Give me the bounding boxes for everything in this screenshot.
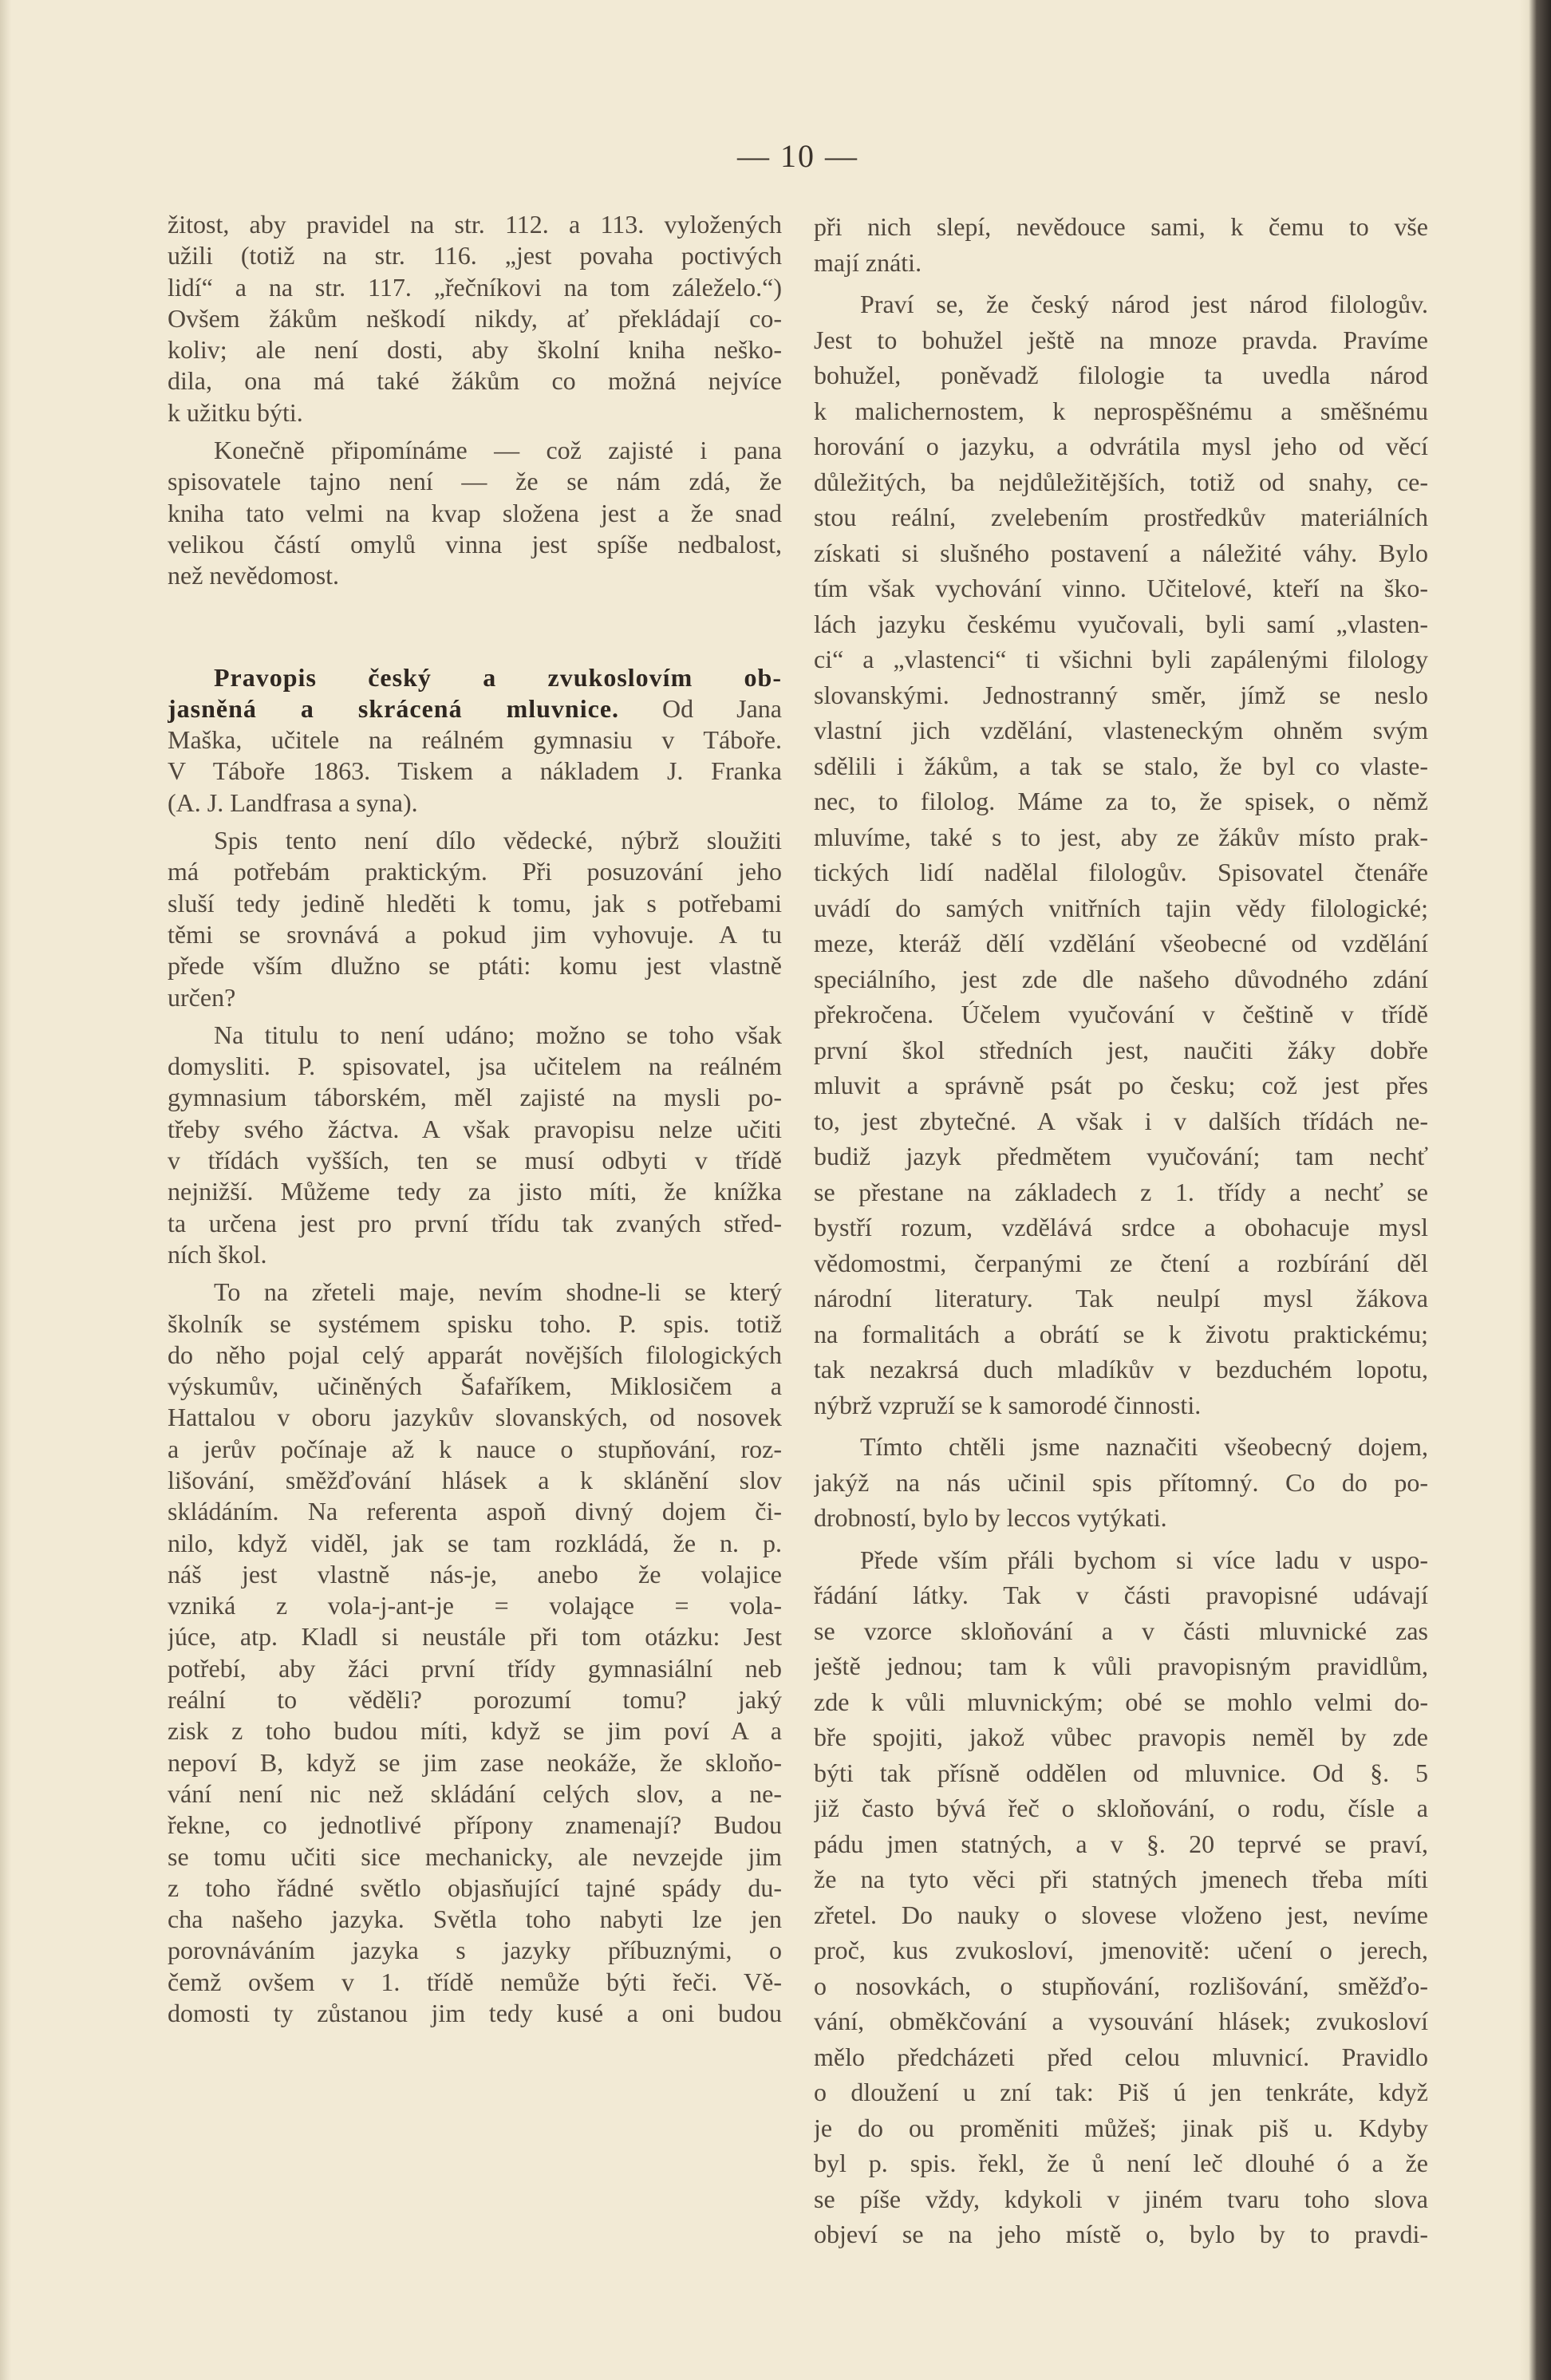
page-number: — 10 — <box>737 138 858 174</box>
paragraph <box>168 825 782 1013</box>
text-line: nec, to filolog. Máme za to, že spisek, o němž <box>814 787 1428 815</box>
text-line: vědomostmi, čerpanými ze čtení a rozbírání děl <box>814 1248 1428 1277</box>
text-line: sluší tedy jedině hleděti k tomu, jak s potřebami <box>168 888 782 918</box>
paragraph <box>168 1277 782 2029</box>
text-line: vzniká z vola-j-ant-je = volające = vola- <box>168 1591 782 1620</box>
text-line: z toho řádné světlo objasňující tajné spády du- <box>168 1873 782 1902</box>
text-line: se tomu učiti sice mechanicky, ale nevzejde jim <box>168 1841 782 1871</box>
text-line: budiž jazyk předmětem vyučování; tam nechť <box>814 1142 1428 1170</box>
text-line: lách jazyku českému vyučovali, byli samí „vlasten- <box>814 609 1428 638</box>
text-line: se vzorce skloňování a v části mluvnické zas <box>814 1616 1428 1645</box>
scan-edge-left <box>0 0 11 2380</box>
text-line: a jerův počínaje až k nauce o stupňování, roz- <box>168 1434 782 1463</box>
text-column-left <box>168 209 782 2029</box>
text-line: Praví se, že český národ jest národ filologův. <box>860 290 1428 318</box>
text-line: získati si slušného postavení a náležité váhy. Bylo <box>814 538 1428 567</box>
text-line: nýbrž vzpruží se k samorodé činnosti. <box>814 1390 1202 1419</box>
text-line: (A. J. Landfrasa a syna). <box>168 787 418 817</box>
text-line: skládáním. Na referenta aspoň divný dojem či- <box>168 1497 782 1526</box>
text-line: Na titulu to není udáno; možno se toho však <box>214 1020 782 1049</box>
text-line: řekne, co jednotlivé přípony znamenají? Budou <box>168 1810 782 1840</box>
text-line: školník se systémem spisku toho. P. spis. totiž <box>168 1308 782 1338</box>
text-line: první škol středních jest, naučiti žáky dobře <box>814 1035 1428 1064</box>
text-line: třeby svého žáctva. A však pravopisu nelze učiti <box>168 1114 782 1143</box>
text-line: dila, ona má také žákům co možná nejvíce <box>168 366 782 396</box>
text-line: nejnižší. Můžeme tedy za jisto míti, že knížka <box>168 1177 782 1206</box>
text-line: v třídách vyšších, ten se musí odbyti v třídě <box>168 1146 782 1175</box>
text-line: pádu jmen statných, a v §. 20 teprvé se praví, <box>814 1829 1428 1858</box>
text-line: na formalitách a obrátí se k životu praktickému; <box>814 1319 1428 1348</box>
text-line: k užitku býti. <box>168 397 303 427</box>
text-line <box>168 693 782 724</box>
text-line: domosti ty zůstanou jim tedy kusé a oni budou <box>168 1999 782 2028</box>
text-line: překročena. Účelem vyučování v češtině v třídě <box>814 1000 1428 1028</box>
text-line: reální to věděli? porozumí tomu? jaký <box>168 1685 782 1715</box>
text-line: byl p. spis. řekl, že ů není leč dlouhé ó a že <box>814 2149 1428 2177</box>
text-line: slovanskými. Jednostranný směr, jímž se neslo <box>814 680 1428 709</box>
text-line: ních škol. <box>168 1239 267 1269</box>
text-line: již často bývá řeč o skloňování, o rodu, čísle a <box>814 1794 1428 1822</box>
text-line: těmi se srovnává a pokud jim vyhovuje. A tu <box>168 919 782 949</box>
text-line: gymnasium táborském, měl zajisté na mysli po- <box>168 1083 782 1112</box>
text-line: proč, kus zvukosloví, jmenovitě: učení o jerech, <box>814 1936 1428 1964</box>
paragraph <box>814 209 1428 280</box>
text-line: o nosovkách, o stupňování, rozlišování, směžďo- <box>814 1971 1428 2000</box>
text-line: porovnáváním jazyka s jazyky příbuznými, o <box>168 1936 782 1965</box>
text-line: než nevědomost. <box>168 561 340 590</box>
text-line: důležitých, ba nejdůležitějších, totiž od snahy, ce- <box>814 467 1428 496</box>
text-line: potřebí, aby žáci první třídy gymnasiální neb <box>168 1653 782 1683</box>
text-line: Spis tento není dílo vědecké, nýbrž sloužiti <box>214 826 782 855</box>
text-line: při nich slepí, nevědouce sami, k čemu to vše <box>814 212 1428 241</box>
text-line: speciálního, jest zde dle našeho důvodného zdání <box>814 964 1428 993</box>
paragraph <box>168 1020 782 1270</box>
text-line: má potřebám praktickým. Při posuzování jeho <box>168 857 782 886</box>
text-line: mluvit a správně psát po česku; což jest přes <box>814 1071 1428 1099</box>
scan-edge-right <box>1519 0 1551 2380</box>
text-line: že na tyto věci při statných jmenech třeba míti <box>814 1865 1428 1893</box>
text-line: mělo předcházeti před celou mluvnicí. Pravidlo <box>814 2042 1428 2071</box>
text-line: cha našeho jazyka. Světla toho nabyti lze jen <box>168 1904 782 1934</box>
paragraph <box>814 1429 1428 1536</box>
text-line: do něho pojal celý apparát novějších filologických <box>168 1340 782 1369</box>
text-line: mluvíme, také s to jest, aby ze žákův místo prak- <box>814 822 1428 851</box>
text-line: ci“ a „vlastenci“ ti všichni byli zapálenými filology <box>814 645 1428 673</box>
paragraph <box>168 435 782 591</box>
text-line: bystří rozum, vzdělává srdce a obohacuje mysl <box>814 1213 1428 1241</box>
text-line: řádání látky. Tak v části pravopisné udávají <box>814 1581 1428 1609</box>
paragraph <box>814 286 1428 1423</box>
text-line: Tímto chtěli jsme naznačiti všeobecný dojem, <box>860 1432 1428 1461</box>
text-line: je do ou proměniti můžeš; jinak piš u. Kdyby <box>814 2113 1428 2142</box>
paragraph <box>168 209 782 428</box>
text-line: koliv; ale není dosti, aby školní kniha neško- <box>168 335 782 365</box>
text-line: kniha tato velmi na kvap složena jest a že snad <box>168 498 782 527</box>
text-line: určen? <box>168 982 236 1012</box>
text-line: to, jest zbytečné. A však i v dalších třídách ne- <box>814 1106 1428 1135</box>
text-line: býti tak přísně oddělen od mluvnice. Od §. 5 <box>814 1758 1428 1787</box>
text-line: tak nezakrsá duch mladíkův v bezduchém lopotu, <box>814 1355 1428 1383</box>
text-line: lidí“ a na str. 117. „řečníkovi na tom záleželo.“) <box>168 272 782 302</box>
book-title: Pravopis český a zvukoslovím ob- <box>214 662 782 692</box>
text-line: se píše vždy, kdykoli v jiném tvaru toho slova <box>814 2184 1428 2213</box>
text-line: spisovatele tajno není — že se nám zdá, že <box>168 467 782 496</box>
text-line: Maška, učitele na reálném gymnasiu v Táboře. <box>168 725 782 755</box>
text-line: se přestane na základech z 1. třídy a nechť se <box>814 1177 1428 1206</box>
text-line: národní literatury. Tak neulpí mysl žákova <box>814 1284 1428 1312</box>
text-line: Jest to bohužel ještě na mnoze pravda. Pravíme <box>814 325 1428 354</box>
paragraph <box>814 1542 1428 2252</box>
text-line: uvádí do samých vnitřních tajin vědy filologické; <box>814 893 1428 922</box>
text-column-right <box>814 209 1428 2252</box>
text-line: zřetel. Do nauky o slovese vloženo jest, nevíme <box>814 1900 1428 1929</box>
text-line: V Táboře 1863. Tiskem a nákladem J. Franka <box>168 756 782 786</box>
text-line: bohužel, poněvadž filologie ta uvedla národ <box>814 361 1428 389</box>
text-line: objeví se na jeho místě o, bylo by to pravdi- <box>814 2220 1428 2248</box>
text-line <box>168 662 782 693</box>
text-line: Konečně připomínáme — což zajisté i pana <box>214 436 782 465</box>
text-line: horování o jazyku, a odvrátila mysl jeho od věcí <box>814 432 1428 460</box>
text-line: bře spojiti, jakož vůbec pravopis neměl by zde <box>814 1723 1428 1751</box>
text-line: stou reální, zvelebením prostředkův materiálních <box>814 503 1428 531</box>
text-line: lišování, směžďování hlásek a k sklánění slov <box>168 1465 782 1494</box>
text-line: domysliti. P. spisovatel, jsa učitelem na reálném <box>168 1052 782 1081</box>
book-title: jasněná a skrácená mluvnice. <box>168 693 620 723</box>
text-line: výskumův, učiněných Šafaříkem, Miklosičem a <box>168 1372 782 1401</box>
text-line: ještě jednou; tam k vůli pravopisným pravidlům, <box>814 1652 1428 1680</box>
text-line: žitost, aby pravidel na str. 112. a 113. vyložených <box>168 210 782 239</box>
text-line: zde k vůli mluvnickým; obé se mohlo velmi do- <box>814 1687 1428 1716</box>
text-line: sdělili i žákům, a tak se stalo, že byl co vlaste- <box>814 751 1428 780</box>
text-line: vlastní jich vzdělání, vlasteneckým ohněm svým <box>814 716 1428 744</box>
text-line: meze, kteráž dělí vzdělání všeobecné od vzdělání <box>814 929 1428 957</box>
text-line: júce, atp. Kladl si neustále při tom otázku: Jest <box>168 1622 782 1652</box>
text-line: tických lidí nadělal filologův. Spisovatel čtenáře <box>814 858 1428 886</box>
text-line: náš jest vlastně nás-je, anebo že volajice <box>168 1559 782 1589</box>
text-line: o dloužení u zní tak: Piš ú jen tenkráte, když <box>814 2078 1428 2106</box>
text-line: Přede vším přáli bychom si více ladu v uspo- <box>860 1545 1428 1574</box>
text-line: vání, obměkčování a vysouvání hlásek; zvukosloví <box>814 2007 1428 2035</box>
text-line: jakýž na nás učinil spis přítomný. Co do po- <box>814 1467 1428 1497</box>
text-line: čemž ovšem v 1. třídě nemůže býti řeči. Vě- <box>168 1967 782 1996</box>
text-line: nepoví B, když se jim zase neokáže, že skloňo- <box>168 1747 782 1777</box>
review-heading-paragraph <box>168 662 782 819</box>
text-line: ta určena jest pro první třídu tak zvaných střed- <box>168 1208 782 1237</box>
text-line: zisk z toho budou míti, když se jim poví A a <box>168 1716 782 1746</box>
book-author: Od Jana <box>619 693 782 723</box>
text-line: To na zřeteli maje, nevím shodne-li se který <box>214 1277 782 1307</box>
text-line: drobností, bylo by leccos vytýkati. <box>814 1503 1167 1532</box>
text-line: tím však vychování vinno. Učitelové, kteří na ško- <box>814 574 1428 602</box>
text-line: k malichernostem, k neprospěšnému a směšnému <box>814 396 1428 425</box>
text-line: vání není nic než skládání celých slov, a ne- <box>168 1778 782 1808</box>
text-line: přede vším dlužno se ptáti: komu jest vlastně <box>168 951 782 981</box>
text-line: Ovšem žákům neškodí nikdy, ať překládají co- <box>168 303 782 333</box>
text-line: mají znáti. <box>814 247 922 277</box>
text-line: velikou částí omylů vinna jest spíše nedbalost, <box>168 529 782 558</box>
text-line: nilo, když viděl, jak se tam rozkládá, že n. p. <box>168 1528 782 1557</box>
text-line: Hattalou v oboru jazykův slovanských, od nosovek <box>168 1403 782 1432</box>
text-line: užili (totiž na str. 116. „jest povaha poctivých <box>168 241 782 270</box>
